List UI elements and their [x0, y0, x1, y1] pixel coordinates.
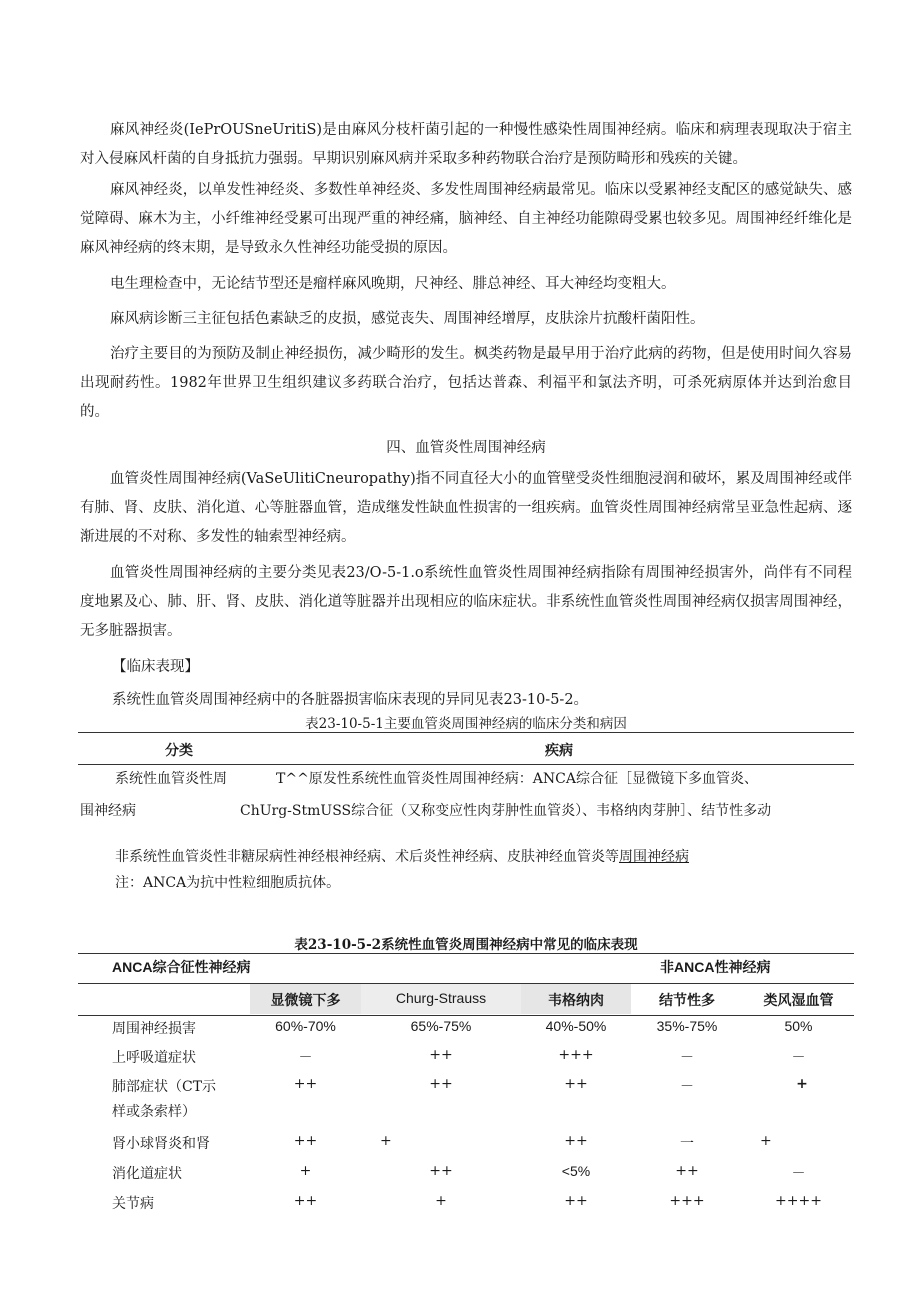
table1-header-rule	[78, 764, 854, 765]
table2-header-rule	[78, 1015, 854, 1016]
table2-cell: 一	[680, 1136, 694, 1152]
table2-row-label: 肺部症状（CT示	[112, 1079, 217, 1095]
table2-group-anca: ANCA综合征性神经病	[112, 959, 251, 975]
table2-row-label: 上呼吸道症状	[112, 1050, 196, 1066]
table2-cell: ++	[293, 1076, 318, 1092]
table2-cell: －	[680, 1050, 694, 1066]
table2-col-wegener: 韦格纳肉	[548, 992, 604, 1008]
table2-cell: ++++	[775, 1193, 822, 1209]
paragraph-leprous-neuritis-clinical: 麻风神经炎，以单发性神经炎、多数性单神经炎、多发性周围神经病最常见。临床以受累神经支配区的感觉缺失、感觉障碍、麻木为主，小纤维神经受累可出现严重的神经痛，脑神经、自主神经功能隙碍受累也较多见。周围神经纤维化是麻风神经病的终末期，是导致永久性神经功能受损的原因。	[80, 182, 852, 256]
paragraph-treatment: 治疗主要目的为预防及制止神经损伤，减少畸形的发生。枫类药物是最早用于治疗此病的药物，但是使用时间久容易出现耐药性。1982年世界卫生组织建议多药联合治疗，包括达普森、利福平和氯法齐明，可杀死病原体并达到治愈目的。	[80, 346, 852, 420]
table2-cell: －	[791, 1050, 806, 1066]
table1-header-disease: 疾病	[545, 742, 573, 758]
table2-col-rheumatoid: 类风湿血管	[763, 992, 834, 1008]
table1-row1-category-line1: 系统性血管炎性周	[115, 771, 227, 787]
peripheral-neuropathy-link[interactable]: 周围神经病	[619, 849, 689, 865]
table2-cell: ++	[564, 1076, 588, 1092]
table1-note: 注：ANCA为抗中性粒细胞质抗体。	[115, 875, 341, 891]
table2-row-label: 消化道症状	[112, 1166, 182, 1182]
table2-caption: 表23-10-5-2系统性血管炎周围神经病中常见的临床表现	[294, 937, 638, 953]
paragraph-table-reference: 系统性血管炎周围神经病中的各脏器损害临床表现的异同见表23-10-5-2。	[112, 692, 589, 708]
table2-cell: 60%-70%	[275, 1018, 336, 1034]
table2-row-label: 关节病	[112, 1196, 154, 1212]
table2-cell: ++	[293, 1133, 318, 1149]
table2-cell: －	[680, 1079, 694, 1095]
table1-row1-category-line2: 围神经病	[80, 803, 136, 819]
paragraph-vasculitic-classification: 血管炎性周围神经病的主要分类见表23∕O-5-1.o系统性血管炎性周围神经病指除有周围神经损害外，尚伴有不同程度地累及心、肺、肝、肾、皮肤、消化道等脏器并出现相应的临床症状。非系统性血管炎性周围神经病仅损害周围神经，无多脏器损害。	[80, 565, 852, 639]
table2-row-label: 肾小球肾炎和肾	[112, 1136, 210, 1152]
table2-cell: 65%-75%	[410, 1018, 472, 1034]
table2-cell: ++	[429, 1163, 453, 1179]
table2-cell: <5%	[561, 1163, 591, 1179]
table1-row2-text: 非系统性血管炎性非糖尿病性神经根神经病、术后炎性神经病、皮肤神经血管炎等	[115, 849, 619, 865]
table2-cell: +	[299, 1163, 312, 1179]
table2-row-label: 周围神经损害	[112, 1021, 196, 1037]
table2-cell: +	[380, 1133, 392, 1149]
table2-cell: ++	[429, 1076, 453, 1092]
table2-cell: +++	[558, 1047, 594, 1063]
table1-top-rule	[78, 732, 854, 733]
table2-cell: ++	[564, 1133, 588, 1149]
table2-cell: ++	[675, 1163, 699, 1179]
table2-cell: －	[298, 1050, 313, 1066]
table2-cell: +	[760, 1133, 772, 1149]
table2-top-rule	[78, 953, 854, 954]
paragraph-vasculitic-neuropathy-definition: 血管炎性周围神经病(VaSeUlitiCneuropathy)指不同直径大小的血管壁受炎性细胞浸润和破坏，累及周围神经或伴有肺、肾、皮肤、消化道、心等脏器血管，造成继发性缺血性损害的一组疾病。血管炎性周围神经病常呈亚急性起病、逐渐进展的不对称、多发性的轴索型神经病。	[80, 471, 852, 545]
table2-cell: ++	[564, 1193, 588, 1209]
table2-cell: ++	[429, 1047, 453, 1063]
paragraph-leprous-neuritis-intro: 麻风神经炎(IePrOUSneUritiS)是由麻风分枝杆菌引起的一种慢性感染性周围神经病。临床和病理表现取决于宿主对入侵麻风杆菌的自身抵抗力强弱。早期识别麻风病并采取多种药物联合治疗是预防畸形和残疾的关键。	[80, 122, 852, 167]
table2-row-label-line2: 样或条索样）	[112, 1104, 196, 1120]
table2-cell: －	[791, 1166, 806, 1182]
table1-header-category: 分类	[165, 742, 193, 758]
table2-cell: 50%	[784, 1018, 813, 1034]
table2-cell: 35%-75%	[656, 1018, 718, 1034]
table1-caption: 表23-10-5-1主要血管炎周围神经病的临床分类和病因	[305, 716, 627, 732]
table2-cell: +	[796, 1076, 808, 1092]
table1-row2	[115, 846, 689, 866]
table1-row1-disease-line1: T^^原发性系统性血管炎性周围神经病：ANCA综合征［显微镜下多血管炎、	[276, 771, 758, 787]
table2-col-microscopic: 显微镜下多	[270, 992, 341, 1008]
table2-cell: +++	[669, 1193, 705, 1209]
table2-cell: ++	[293, 1193, 318, 1209]
table1-row1-disease-line2: ChUrg-StmUSS综合征（又称变应性肉芽肿性血管炎）、韦格纳肉芽肿］、结节性多动	[240, 803, 772, 819]
table2-col-churg-strauss: Churg-Strauss	[395, 990, 487, 1006]
paragraph-diagnosis-triad: 麻风病诊断三主征包括色素缺乏的皮损，感觉丧失、周围神经增厚，皮肤涂片抗酸杆菌阳性。	[110, 311, 705, 327]
table2-cell: 40%-50%	[545, 1018, 607, 1034]
table2-cell: +	[435, 1193, 447, 1209]
paragraph-electrophysiology: 电生理检查中，无论结节型还是瘤样麻风晚期，尺神经、腓总神经、耳大神经均变粗大。	[110, 276, 676, 292]
table2-col-polyarteritis: 结节性多	[659, 992, 715, 1008]
section-heading: 四、血管炎性周围神经病	[386, 440, 546, 456]
table2-group-non-anca: 非ANCA性神经病	[660, 959, 771, 975]
clinical-manifestation-heading: 【临床表现】	[112, 659, 199, 675]
